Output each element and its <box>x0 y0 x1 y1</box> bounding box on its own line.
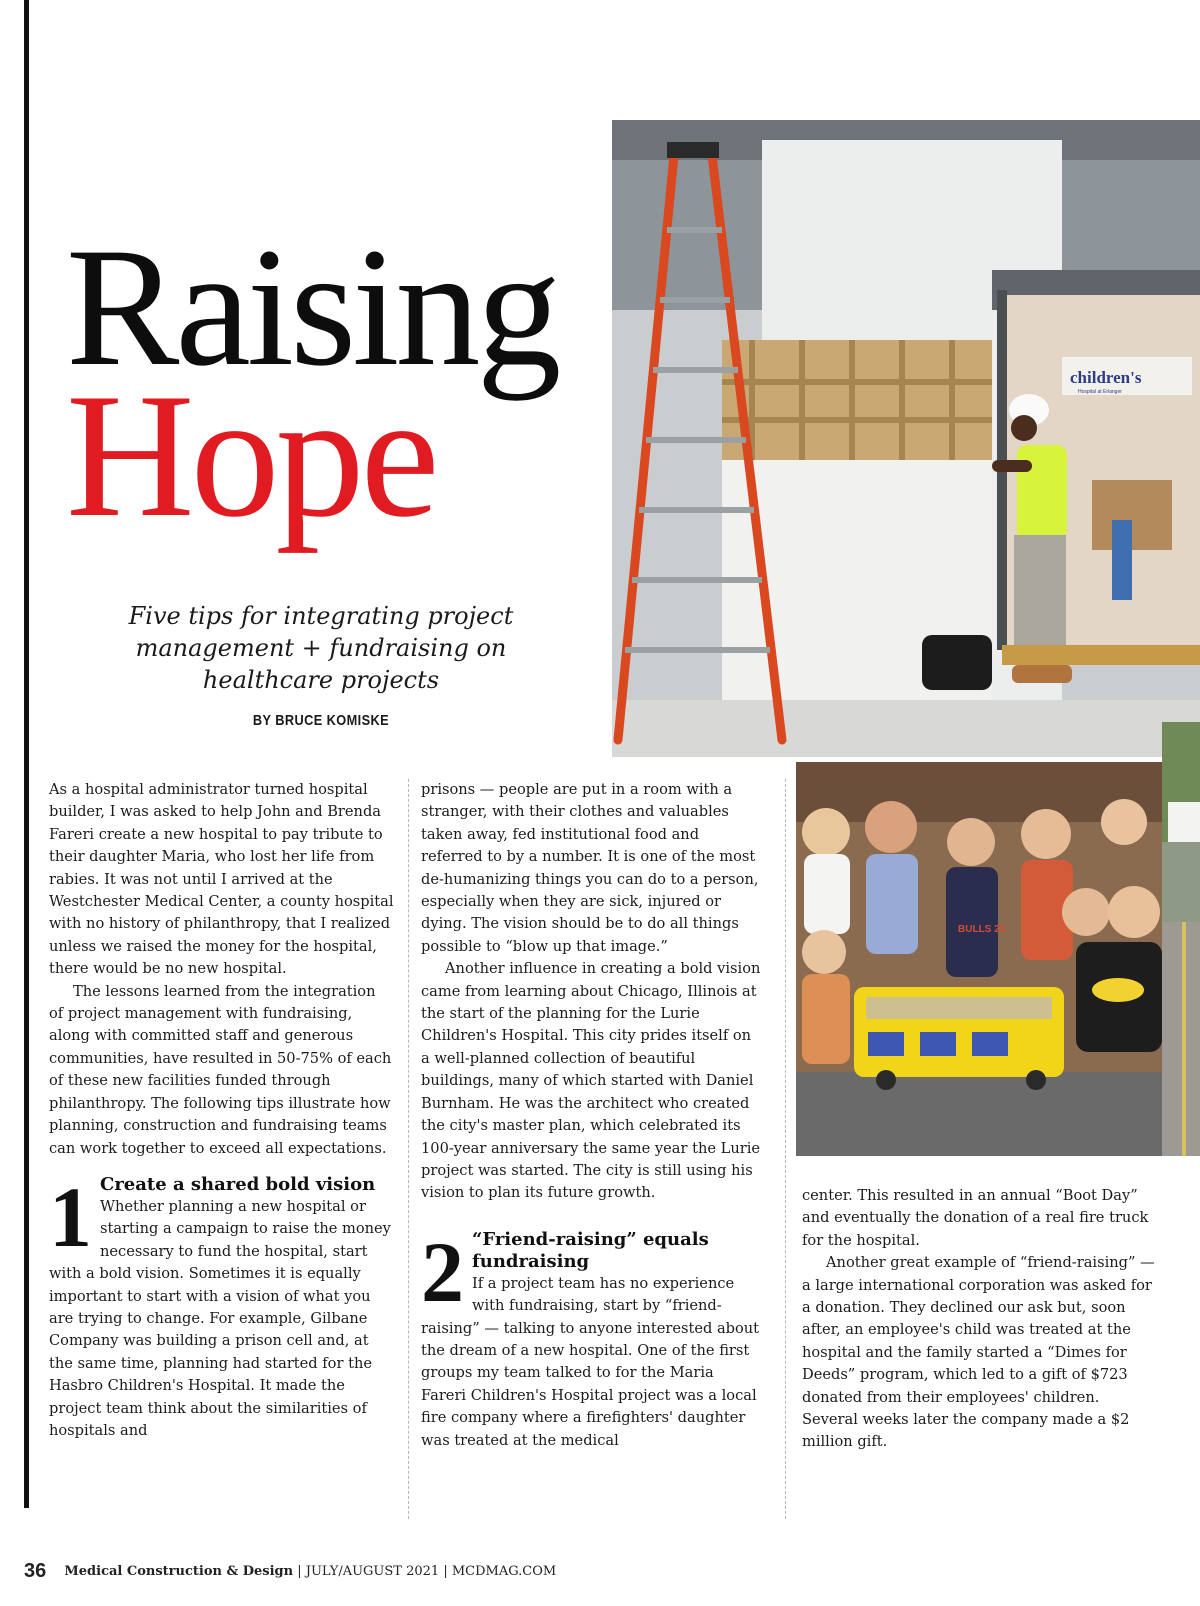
body-column-1 <box>49 779 394 1442</box>
byline: BY BRUCE KOMISKE <box>252 712 390 729</box>
sign-sub-text: Hospital at Erlanger <box>1078 389 1122 395</box>
tip-text: If a project team has no experience with fundraising, start by “friend-raising” — talking to anyone interested about the dream of a new hospital. One of the first groups my team talked to for the Maria Fareri Children's Hospital project was a local fire company where a firefighters' daughter was treated at the medical <box>421 1274 760 1449</box>
body-column-2 <box>421 779 761 1452</box>
column-divider <box>408 779 409 1519</box>
paragraph: Another influence in creating a bold vision came from learning about Chicago, Illinois at the start of the planning for the Lurie Children's Hospital. This city prides itself on a well-planned collection of beautiful buildings, many of which started with Daniel Burnham. He was the architect who created the city's master plan, which celebrated its 100-year anniversary the same year the Lurie project was started. The city is still using his vision to plan its future growth. <box>421 960 761 1202</box>
street-photo <box>1162 722 1200 1156</box>
article-deck: Five tips for integrating project management + fundraising on healthcare projects <box>128 602 514 694</box>
footer-separator: | <box>297 1564 302 1579</box>
tip-text: Whether planning a new hospital or starting a campaign to raise the money necessary to fund the hospital, start with a bold vision. Sometimes it is equally important to start with a vision of what you are trying to change. For example, Gilbane Company was building a prison cell and, at the same time, planning had started for the Hasbro Children's Hospital. It made the project team think about the similarities of hospitals and <box>49 1197 391 1439</box>
page-number: 36 <box>24 1560 47 1582</box>
paragraph: The lessons learned from the integration of project management with fundraising, along with committed staff and generous communities, have resulted in 50-75% of each of these new facilities funded through philanthropy. The following tips illustrate how planning, construction and fundraising teams can work together to exceed all expectations. <box>49 982 392 1157</box>
paragraph: center. This resulted in an annual “Boot Day” and eventually the donation of a real fire truck for the hospital. <box>802 1187 1149 1249</box>
sign-brand-text: children's <box>1070 368 1142 387</box>
jersey-text: BULLS 23 <box>958 924 1006 935</box>
issue-date: JULY/AUGUST 2021 <box>305 1564 440 1579</box>
page-footer <box>24 1560 556 1583</box>
children-donation-photo <box>796 762 1162 1156</box>
magazine-name: Medical Construction & Design <box>64 1564 294 1579</box>
footer-separator: | <box>443 1564 448 1579</box>
tip-heading: Create a shared bold vision <box>100 1173 376 1195</box>
column-divider <box>785 779 786 1519</box>
tip-heading: “Friend-raising” equals fundraising <box>472 1228 709 1272</box>
paragraph: As a hospital administrator turned hospital builder, I was asked to help John and Brenda Fareri create a new hospital to pay tribute to their daughter Maria, who lost her life from rabies. It was not until I arrived at the Westchester Medical Center, a county hospital with no history of philanthropy, that I realized unless we raised the money for the hospital, there would be no new hospital. <box>49 781 394 978</box>
title-line-2: Hope <box>66 356 436 554</box>
tip-1 <box>49 1168 394 1442</box>
paragraph: prisons — people are put in a room with a stranger, with their clothes and valuables taken away, fed institutional food and referred to by a number. It is one of the most de-humanizing things you can do to a person, especially when they are sick, injured or dying. The vision should be to do all things possible to “blow up that image.” <box>421 781 759 955</box>
website-link[interactable]: MCDMAG.COM <box>451 1564 557 1579</box>
tip-2 <box>421 1223 761 1452</box>
tip-number: 1 <box>49 1168 92 1265</box>
paragraph: Another great example of “friend-raising” — a large international corporation was asked for a donation. They declined our ask but, soon after, an employee's child was treated at the hospital and the family started a “Dimes for Deeds” program, which led to a gift of $723 donated from their employees' children. Several weeks later the company made a $2 million gift. <box>802 1254 1155 1451</box>
construction-photo <box>612 120 1200 757</box>
left-margin-rule <box>24 0 29 1508</box>
body-column-3 <box>802 1185 1157 1454</box>
title-line-1: Raising <box>66 213 558 401</box>
tip-number: 2 <box>421 1223 464 1320</box>
